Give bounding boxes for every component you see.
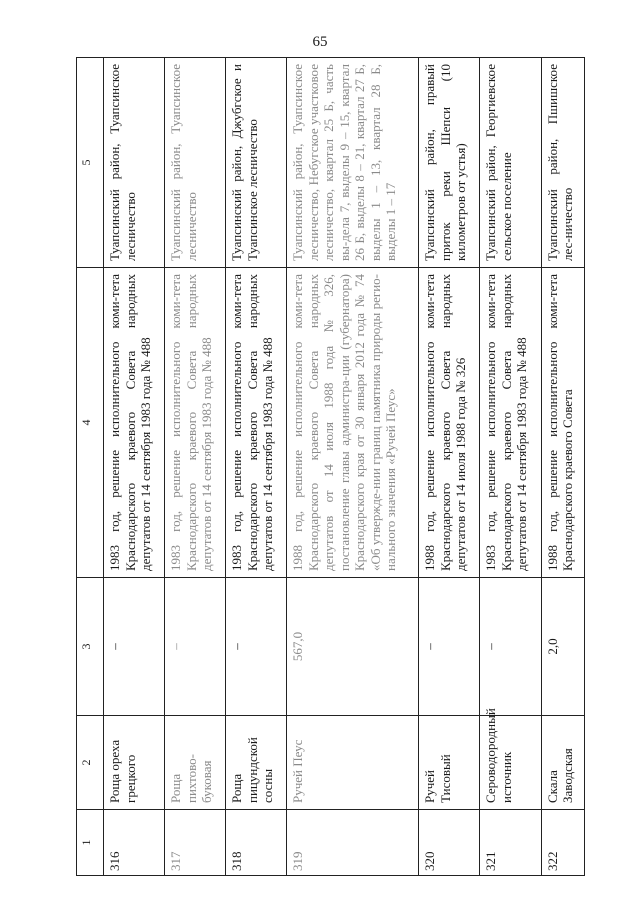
column-header: 4 [77,268,104,578]
table-row [226,58,287,876]
monument-name: Роща пицундской сосны [226,716,287,810]
table-row [104,58,165,876]
row-number: 319 [287,810,419,876]
area-value: 2,0 [541,578,585,716]
monument-name: Роща пихтово-буковая [165,716,226,810]
table-row [480,58,541,876]
nature-monuments-table [76,57,585,876]
monument-name: Роща ореха грецкого [104,716,165,810]
monument-name: Ручей Пеус [287,716,419,810]
location: Туапсинский район, Джубгское и Туапсинское лесничество [226,58,287,268]
location: Туапсинский район, Пшишское лес-ничество [541,58,585,268]
row-number: 322 [541,810,585,876]
legal-basis: 1983 год, решение исполнительного коми-тета Краснодарского краевого Совета народных депутатов от 14 сентября 1983 года № 488 [480,268,541,578]
area-value: – [104,578,165,716]
location: Туапсинский район, Туапсинское лесничество [165,58,226,268]
area-value: – [226,578,287,716]
page-number: 65 [312,34,328,50]
location: Туапсинский район, Туапсинское лесничество [104,58,165,268]
location: Туапсинский район, Георгиевское сельское поселение [480,58,541,268]
area-value: 567,0 [287,578,419,716]
monument-name: Скала Заводская [541,716,585,810]
table-row [287,58,419,876]
legal-basis: 1983 год, решение исполнительного коми-тета Краснодарского краевого Совета народных депутатов от 14 сентября 1983 года № 488 [165,268,226,578]
location: Туапсинский район, правый приток реки Шепси (10 километров от устья) [419,58,480,268]
column-header: 5 [77,58,104,268]
row-number: 320 [419,810,480,876]
area-value: – [165,578,226,716]
row-number: 317 [165,810,226,876]
legal-basis: 1983 год, решение исполнительного коми-тета Краснодарского краевого Совета народных депутатов от 14 сентября 1983 года № 488 [226,268,287,578]
location: Туапсинский район, Туапсинское лесничество, Небугское участковое лесничество, квартал 25 Б, часть вы-дела 7, выделы 9 – 15, квартал 26 Б, выделы 8 – 21, квартал 27 Б, выделы 1 – 13, квартал 28 Б, выделы 1 – 17 [287,58,419,268]
table-row [541,58,585,876]
row-number: 321 [480,810,541,876]
legal-basis: 1988 год, решение исполнительного коми-тета Краснодарского краевого Совета народных депутатов от 14 июля 1988 года № 326, постановление главы администра-ции (губернатора) Краснодарского края от 30 января 2012 года № 74 «Об утвержде-нии границ памятника природы регио-нального значения «Ручей Пеус» [287,268,419,578]
column-header: 3 [77,578,104,716]
header-row [77,58,104,876]
legal-basis: 1983 год, решение исполнительного коми-тета Краснодарского краевого Совета народных депутатов от 14 сентября 1983 года № 488 [104,268,165,578]
legal-basis: 1988 год, решение исполнительного коми-тета Краснодарского краевого Совета народных депутатов от 14 июля 1988 года № 326 [419,268,480,578]
monument-name: Сероводородный источник [480,716,541,810]
legal-basis: 1988 год, решение исполнительного коми-тета Краснодарского краевого Совета [541,268,585,578]
column-header: 1 [77,810,104,876]
area-value: – [480,578,541,716]
monument-name: Ручей Тисовый [419,716,480,810]
table-row [419,58,480,876]
area-value: – [419,578,480,716]
rotated-table-wrapper [76,58,585,876]
row-number: 316 [104,810,165,876]
table-row [165,58,226,876]
column-header: 2 [77,716,104,810]
row-number: 318 [226,810,287,876]
